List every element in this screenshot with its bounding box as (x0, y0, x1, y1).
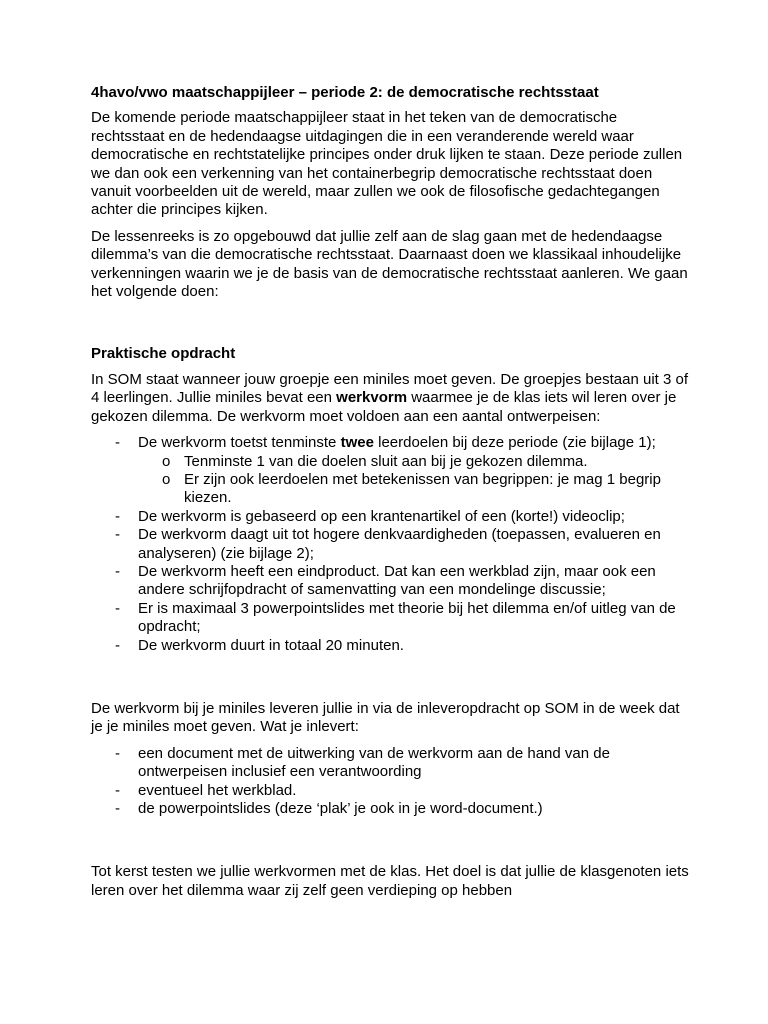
text-run: waarmee je de klas iets wil leren over je gekozen dilemma. De werkvorm moet voldoen aan een aantal ontwerpeisen: (91, 389, 677, 425)
list-item: - Er is maximaal 3 powerpointslides met theorie bij het dilemma en/of uitleg van de opdracht; (91, 600, 691, 637)
section-heading-praktische-opdracht: Praktische opdracht (91, 345, 236, 363)
text-run: De werkvorm toetst tenminste (138, 434, 341, 452)
bold-werkvorm: werkvorm (336, 389, 408, 407)
inleveren-paragraph: De werkvorm bij je miniles leveren jullie in via de inleveropdracht op SOM in de week dat je je miniles moet geven. Wat je inlevert: (91, 699, 680, 736)
kerst-paragraph: Tot kerst testen we jullie werkvormen met de klas. Het doel is dat jullie de klasgenoten iets leren over het dilemma waar zij zelf geen verdieping op hebben (91, 863, 689, 899)
list-item: - De werkvorm heeft een eindproduct. Dat kan een werkblad zijn, maar ook een andere schrijfopdracht of samenvatting van een mondelinge discussie; (91, 563, 691, 600)
document-title: 4havo/vwo maatschappijleer – periode 2: de democratische rechtsstaat (91, 84, 599, 101)
text-run: leerdoelen bij deze periode (zie bijlage 1); (373, 434, 656, 452)
intro-paragraph-2: De lessenreeks is zo opgebouwd dat jullie zelf aan de slag gaan met de hedendaagse dilemma’s van die democratische rechtsstaat. Daarnaast doen we klassikaal inhoudelijke verkenningen waarin we je de basis van de democratische rechtsstaat aanleren. We gaan het volgende doen: (91, 227, 688, 301)
text-run: In SOM staat wanneer jouw groepje een miniles moet geven. De groepjes bestaan uit 3 of 4 leerlingen. Jullie miniles bevat een (91, 370, 689, 407)
document-page (91, 84, 691, 900)
list-item (91, 434, 691, 508)
sub-list-item: o Tenminste 1 van die doelen sluit aan bij je gekozen dilemma. (138, 453, 691, 471)
list-item: - De werkvorm is gebaseerd op een krantenartikel of een (korte!) videoclip; (91, 508, 691, 526)
list-item: - de powerpointslides (deze ‘plak’ je ook in je word-document.) (91, 800, 691, 818)
praktische-opdracht-paragraph (91, 371, 691, 426)
bold-twee: twee (340, 434, 374, 452)
list-item: - De werkvorm duurt in totaal 20 minuten. (91, 637, 691, 655)
deliverables-list (91, 745, 691, 819)
list-item: - eventueel het werkblad. (91, 782, 691, 800)
intro-paragraph-1: De komende periode maatschappijleer staat in het teken van de democratische rechtsstaat en de hedendaagse uitdagingen die in een veranderende wereld waar democratische en rechtstatelijke principes onder druk lijken te staan. Deze periode zullen we dan ook een verkenning van het containerbegrip democratische rechtsstaat doen vanuit voorbeelden uit de wereld, maar zullen we ook de filosofische gedachtegangen achter die principes kijken. (91, 109, 683, 219)
requirements-list (91, 434, 691, 655)
list-item: - een document met de uitwerking van de werkvorm aan de hand van de ontwerpeisen inclusief een verantwoording (91, 745, 691, 782)
sub-requirements-list (138, 453, 691, 508)
list-item: - De werkvorm daagt uit tot hogere denkvaardigheden (toepassen, evalueren en analyseren) (zie bijlage 2); (91, 526, 691, 563)
sub-list-item: o Er zijn ook leerdoelen met betekenissen van begrippen: je mag 1 begrip kiezen. (138, 471, 691, 508)
